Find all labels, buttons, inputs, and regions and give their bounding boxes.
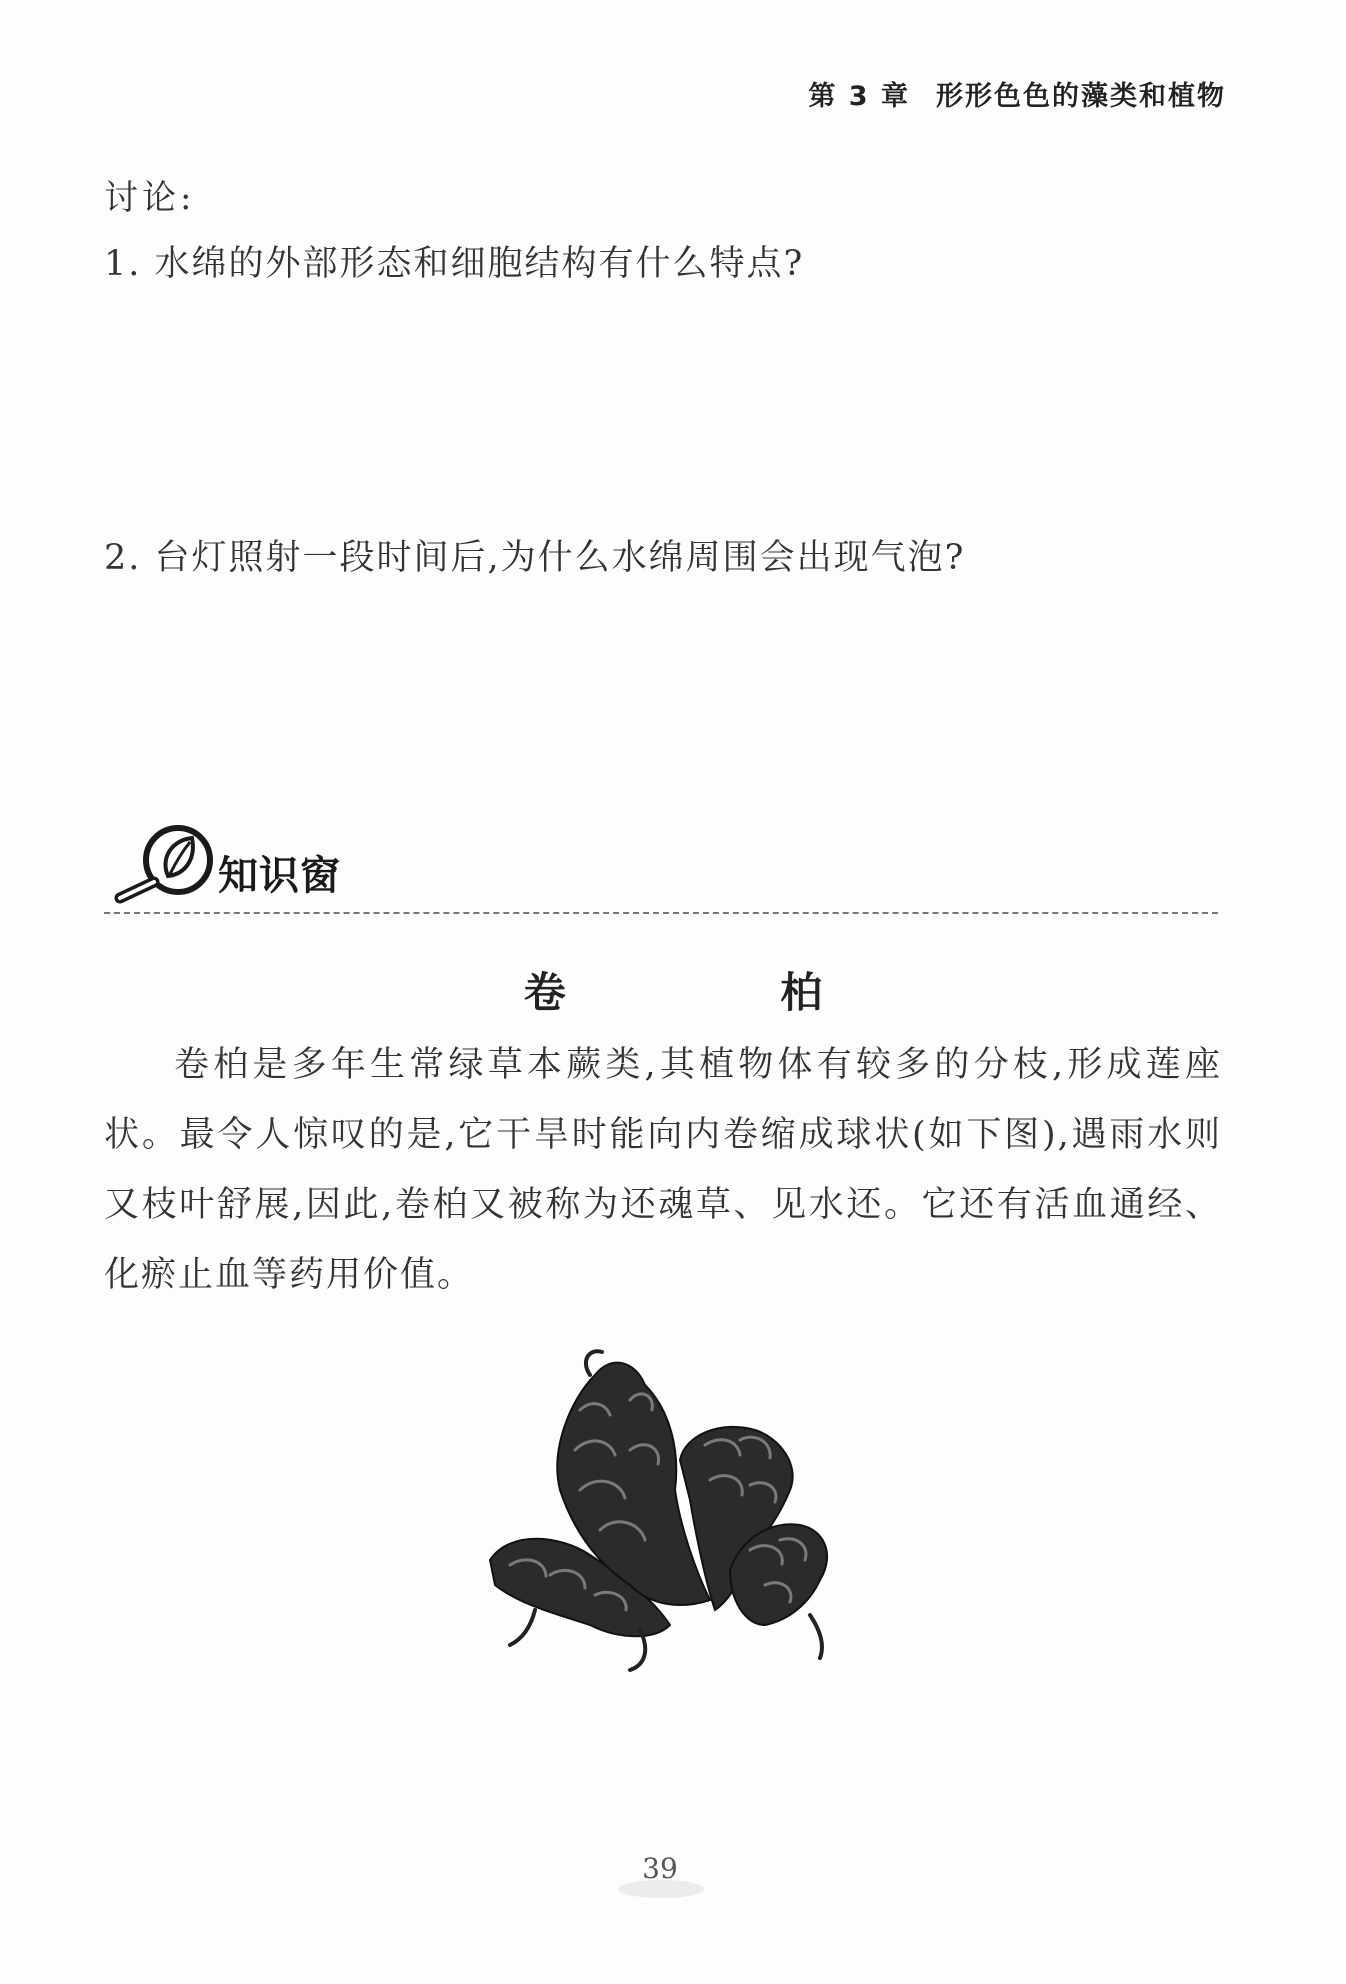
selaginella-figure — [480, 1340, 890, 1690]
chapter-title: 形形色色的藻类和植物 — [936, 81, 1226, 112]
discussion-question-2: 2. 台灯照射一段时间后,为什么水绵周围会出现气泡? — [104, 538, 966, 578]
discussion-heading: 讨论: — [104, 178, 196, 218]
knowledge-window-title: 知识窗 — [218, 853, 341, 899]
running-header — [808, 74, 1226, 113]
knowledge-window-banner — [106, 822, 1236, 912]
magnifier-leaf-icon — [106, 822, 216, 904]
page-number: 39 — [642, 1852, 678, 1885]
chapter-number: 第 3 章 — [808, 81, 910, 112]
article-body: 卷柏是多年生常绿草本蕨类,其植物体有较多的分枝,形成莲座状。最令人惊叹的是,它干旱时能向内卷缩成球状(如下图),遇雨水则又枝叶舒展,因此,卷柏又被称为还魂草、见水还。它还有活血通经、化瘀止血等药用价值。 — [104, 1045, 1222, 1295]
article-title: 卷 柏 — [523, 968, 923, 1017]
section-divider — [104, 912, 1218, 914]
discussion-question-1: 1. 水绵的外部形态和细胞结构有什么特点? — [104, 244, 805, 284]
